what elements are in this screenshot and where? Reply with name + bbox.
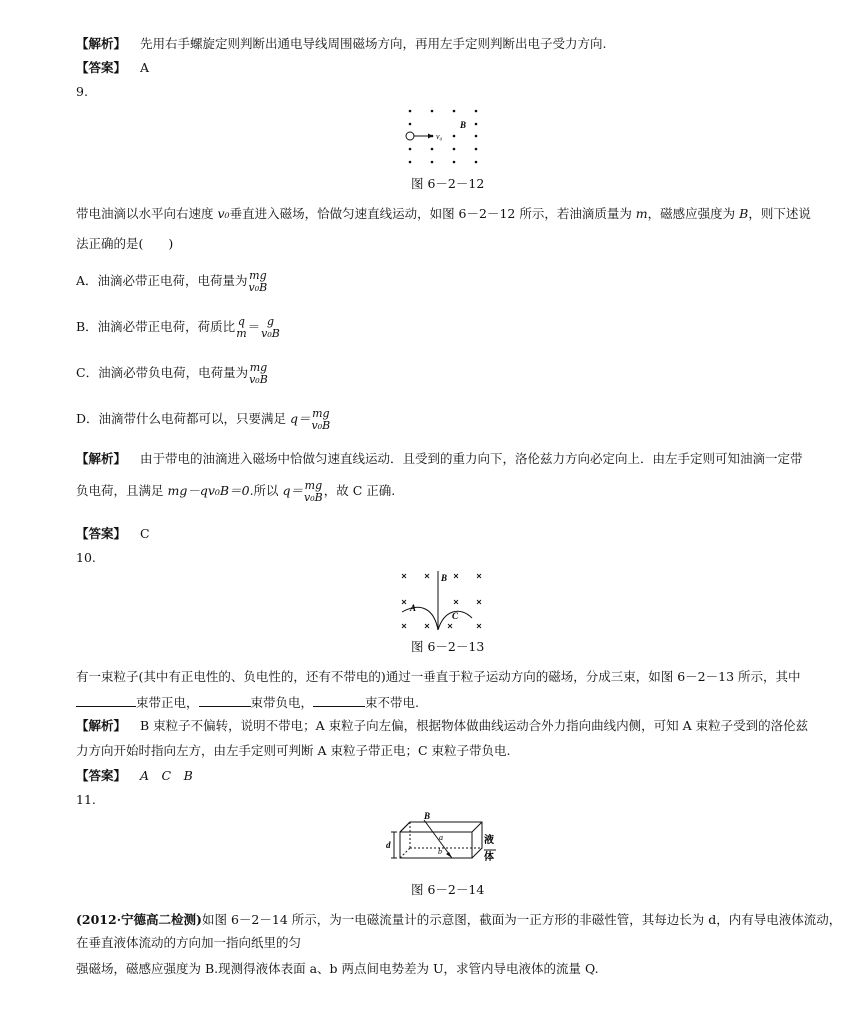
analysis-tag: 【解析】 bbox=[76, 36, 127, 51]
option-a bbox=[76, 266, 268, 296]
fig14-liquid-label-2: 体 bbox=[484, 852, 494, 863]
numerator: mg bbox=[304, 478, 323, 492]
numerator: g bbox=[266, 314, 275, 328]
equation: mg－qv₀B＝0 bbox=[167, 483, 250, 498]
question-number: 10. bbox=[76, 550, 96, 565]
denominator: v₀B bbox=[304, 490, 323, 504]
fig14-B-label: B bbox=[424, 811, 431, 821]
fraction bbox=[261, 316, 280, 340]
denominator: v₀B bbox=[249, 372, 268, 386]
q9-stem-line2: 法正确的是( ) bbox=[76, 236, 174, 251]
q10-stem-line2 bbox=[76, 694, 419, 711]
figure-caption: 图 6－2－13 bbox=[411, 639, 485, 654]
text-segment: 带电油滴以水平向右速度 bbox=[76, 206, 218, 221]
fig14-liquid-label-1: 液 bbox=[484, 835, 494, 846]
answer-tag: 【答案】 bbox=[76, 768, 127, 783]
numerator: q bbox=[237, 314, 245, 328]
q10-analysis-line2: 力方向开始时指向左方，由左手定则可判断 A 束粒子带正电；C 束粒子带负电. bbox=[76, 743, 511, 758]
figure-6-2-12 bbox=[398, 104, 488, 170]
text-segment: 垂直进入磁场，恰做匀速直线运动，如图 6－2－12 所示，若油滴质量为 bbox=[229, 206, 636, 221]
q11-stem-line1 bbox=[76, 912, 841, 928]
answer-tag: 【答案】 bbox=[76, 526, 127, 541]
fraction bbox=[236, 316, 246, 340]
source-tag: (2012·宁德高二检测) bbox=[76, 912, 202, 927]
text-segment: 束不带电. bbox=[365, 695, 420, 710]
text-segment: ，磁感应强度为 bbox=[647, 206, 740, 221]
denominator: m bbox=[236, 326, 247, 340]
fraction bbox=[249, 362, 268, 386]
option-b bbox=[76, 312, 281, 342]
fig14-d-label: d bbox=[386, 840, 391, 850]
equation-q: q＝ bbox=[282, 483, 304, 498]
fig14-a-label: a bbox=[439, 833, 443, 842]
option-d bbox=[76, 404, 331, 434]
fraction bbox=[304, 480, 323, 504]
answer-blank[interactable] bbox=[199, 694, 251, 707]
fig14-b-label: b bbox=[438, 847, 442, 856]
denominator: v₀B bbox=[248, 280, 268, 294]
fig13-A-label: A bbox=[410, 603, 417, 613]
analysis-text: 先用右手螺旋定则判断出通电导线周围磁场方向，再用左手定则判断出电子受力方向. bbox=[140, 36, 607, 51]
denominator: v₀B bbox=[311, 418, 331, 432]
equation-q: q＝ bbox=[290, 411, 311, 426]
analysis-text: 由于带电的油滴进入磁场中恰做匀速直线运动．且受到的重力向下，洛伦兹力方向必定向上．由左手定则可知油滴一定带 bbox=[140, 451, 803, 466]
q8-answer-line bbox=[76, 60, 149, 76]
text-segment: ，则下述说 bbox=[748, 206, 811, 221]
analysis-tag: 【解析】 bbox=[76, 718, 127, 733]
numerator: mg bbox=[249, 360, 268, 374]
q9-stem-line1 bbox=[76, 206, 811, 222]
q9-answer-line bbox=[76, 526, 150, 542]
q9-analysis-line1 bbox=[76, 451, 803, 467]
fig13-C-label: C bbox=[452, 611, 459, 621]
option-text: B．油滴必带正电荷，荷质比 bbox=[76, 319, 236, 334]
question-number: 9. bbox=[76, 84, 88, 99]
figure-caption: 图 6－2－12 bbox=[411, 176, 485, 191]
fig13-B-label: B bbox=[441, 573, 448, 583]
answer-blank[interactable] bbox=[313, 694, 365, 707]
option-c bbox=[76, 358, 269, 388]
q11-stem-line2: 在垂直液体流动的方向加一指向纸里的匀 bbox=[76, 935, 302, 950]
q10-answer-line bbox=[76, 768, 193, 784]
text-segment: 束带正电， bbox=[136, 695, 199, 710]
answer-text: C bbox=[140, 526, 150, 541]
equals-sign: ＝ bbox=[247, 319, 261, 334]
q10-analysis-line1 bbox=[76, 718, 808, 734]
var-v0: v₀ bbox=[217, 206, 230, 221]
answer-text: A C B bbox=[140, 768, 193, 783]
analysis-text: 负电荷，且满足 bbox=[76, 483, 168, 498]
answer-text: A bbox=[140, 60, 150, 75]
option-text: D．油滴带什么电荷都可以，只要满足 bbox=[76, 411, 290, 426]
q10-stem-line1: 有一束粒子(其中有正电性的、负电性的，还有不带电的)通过一垂直于粒子运动方向的磁场，分成三束，如图 6－2－13 所示，其中 bbox=[76, 669, 801, 684]
analysis-text: ，故 C 正确. bbox=[323, 483, 396, 498]
text-segment: 如图 6－2－14 所示，为一电磁流量计的示意图，截面为一正方形的非磁性管，其每边长为 d，内有导电液体流动， bbox=[201, 912, 842, 927]
fraction bbox=[249, 270, 268, 294]
q9-analysis-line2 bbox=[76, 476, 395, 506]
analysis-text: B 束粒子不偏转，说明不带电；A 束粒子向左偏，根据物体做曲线运动合外力指向曲线内侧，可知 A 束粒子受到的洛伦兹 bbox=[140, 718, 809, 733]
option-text: A．油滴必带正电荷，电荷量为 bbox=[76, 273, 248, 288]
text-segment: 束带负电， bbox=[250, 695, 314, 710]
answer-blank[interactable] bbox=[76, 694, 136, 707]
figure-6-2-14 bbox=[384, 810, 504, 870]
figure-6-2-13 bbox=[394, 568, 494, 634]
fraction bbox=[312, 408, 331, 432]
fig12-B-label: B bbox=[460, 120, 467, 130]
figure-caption: 图 6－2－14 bbox=[411, 882, 485, 897]
numerator: mg bbox=[312, 406, 330, 420]
var-B: B bbox=[739, 206, 749, 221]
q8-analysis-line bbox=[76, 36, 606, 52]
question-number: 11. bbox=[76, 792, 96, 807]
option-text: C．油滴必带负电荷，电荷量为 bbox=[76, 365, 249, 380]
var-m: m bbox=[635, 206, 648, 221]
numerator: mg bbox=[249, 268, 267, 282]
q11-stem-line3: 强磁场，磁感应强度为 B.现测得液体表面 a、b 两点间电势差为 U，求管内导电液体的流量 Q. bbox=[76, 961, 599, 976]
denominator: v₀B bbox=[261, 326, 280, 340]
analysis-tag: 【解析】 bbox=[76, 451, 127, 466]
fig12-v0-label: v₀ bbox=[436, 132, 443, 141]
analysis-text: .所以 bbox=[249, 483, 283, 498]
answer-tag: 【答案】 bbox=[76, 60, 127, 75]
